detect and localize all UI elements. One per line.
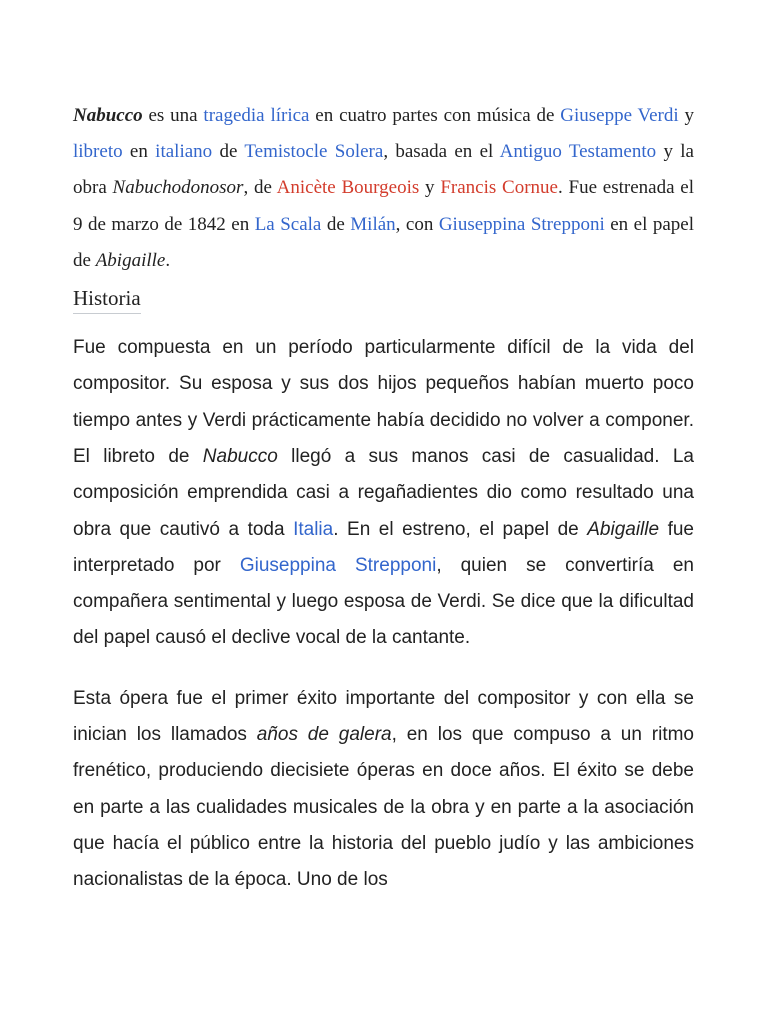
intro-text: , de — [243, 177, 277, 199]
role-abigaille: Abigaille — [95, 249, 166, 271]
link-giuseppina-strepponi[interactable]: Giuseppina Strepponi — [438, 213, 605, 235]
link-antiguo-testamento[interactable]: Antiguo Testamento — [499, 141, 657, 163]
link-libreto[interactable]: libreto — [73, 141, 123, 163]
section-heading-historia: Historia — [73, 285, 141, 314]
link-giuseppe-verdi[interactable]: Giuseppe Verdi — [560, 105, 679, 126]
intro-text: en — [122, 141, 156, 163]
term-anos-de-galera: años de galera — [256, 723, 392, 745]
opera-title: Nabucco — [73, 105, 143, 126]
link-giuseppina-strepponi[interactable]: Giuseppina Strepponi — [239, 554, 437, 576]
link-tragedia-lirica[interactable]: tragedia lírica — [203, 105, 310, 126]
body-text: , en los que compuso a un ritmo frenético, produciendo diecisiete óperas en doce años. El éxito se debe en parte a las cualidades musicales de la obra y en parte a la asociación que hacía el público entre la historia del pueblo judío y las ambiciones nacionalistas de la época. Uno de los — [73, 723, 694, 891]
article-body — [73, 98, 694, 898]
body-text: Esta ópera fue el primer éxito importante del compositor y con ella se inician los llamados — [73, 687, 694, 745]
role-abigaille: Abigaille — [587, 518, 660, 540]
intro-text: , basada en el — [383, 141, 500, 163]
intro-text: y — [419, 177, 441, 199]
intro-text: , con — [395, 213, 439, 235]
intro-text: en el papel de — [73, 213, 694, 271]
body-text: . En el estreno, el papel de — [333, 518, 588, 540]
intro-text: de — [212, 141, 245, 163]
link-italia[interactable]: Italia — [293, 518, 334, 540]
intro-text: de — [321, 213, 351, 235]
link-temistocle-solera[interactable]: Temistocle Solera — [244, 141, 384, 163]
intro-paragraph — [73, 98, 694, 279]
link-italiano[interactable]: italiano — [155, 141, 213, 163]
body-text: Fue compuesta en un período particularmente difícil de la vida del compositor. Su esposa y sus dos hijos pequeños habían muerto poco tiempo antes y Verdi prácticamente había decidido no volver a componer. El libreto de — [73, 337, 694, 467]
intro-text: y la obra — [73, 141, 694, 199]
body-text: fue interpretado por — [73, 518, 694, 576]
work-title-nabuchodonosor: Nabuchodonosor — [112, 177, 244, 199]
intro-text: es una — [142, 105, 204, 126]
link-anicete-bourgeois[interactable]: Anicète Bourgeois — [276, 177, 420, 199]
link-francis-cornue[interactable]: Francis Cornue — [440, 177, 558, 199]
historia-paragraph-2 — [73, 681, 694, 899]
body-text: llegó a sus manos casi de casualidad. La composición emprendida casi a regañadientes dio como resultado una obra que cautivó a toda — [73, 445, 694, 540]
intro-text: . — [165, 249, 171, 271]
link-la-scala[interactable]: La Scala — [254, 213, 322, 235]
historia-paragraph-1 — [73, 330, 694, 657]
intro-text: y — [678, 105, 694, 126]
opera-title-nabucco: Nabucco — [202, 445, 278, 467]
body-text: , quien se convertiría en compañera sentimental y luego esposa de Verdi. Se dice que la dificultad del papel causó el declive vocal de la cantante. — [73, 554, 694, 649]
intro-text: en cuatro partes con música de — [309, 105, 561, 126]
link-milan[interactable]: Milán — [350, 213, 396, 235]
intro-text: . Fue estrenada el 9 de marzo de 1842 en — [73, 177, 695, 235]
